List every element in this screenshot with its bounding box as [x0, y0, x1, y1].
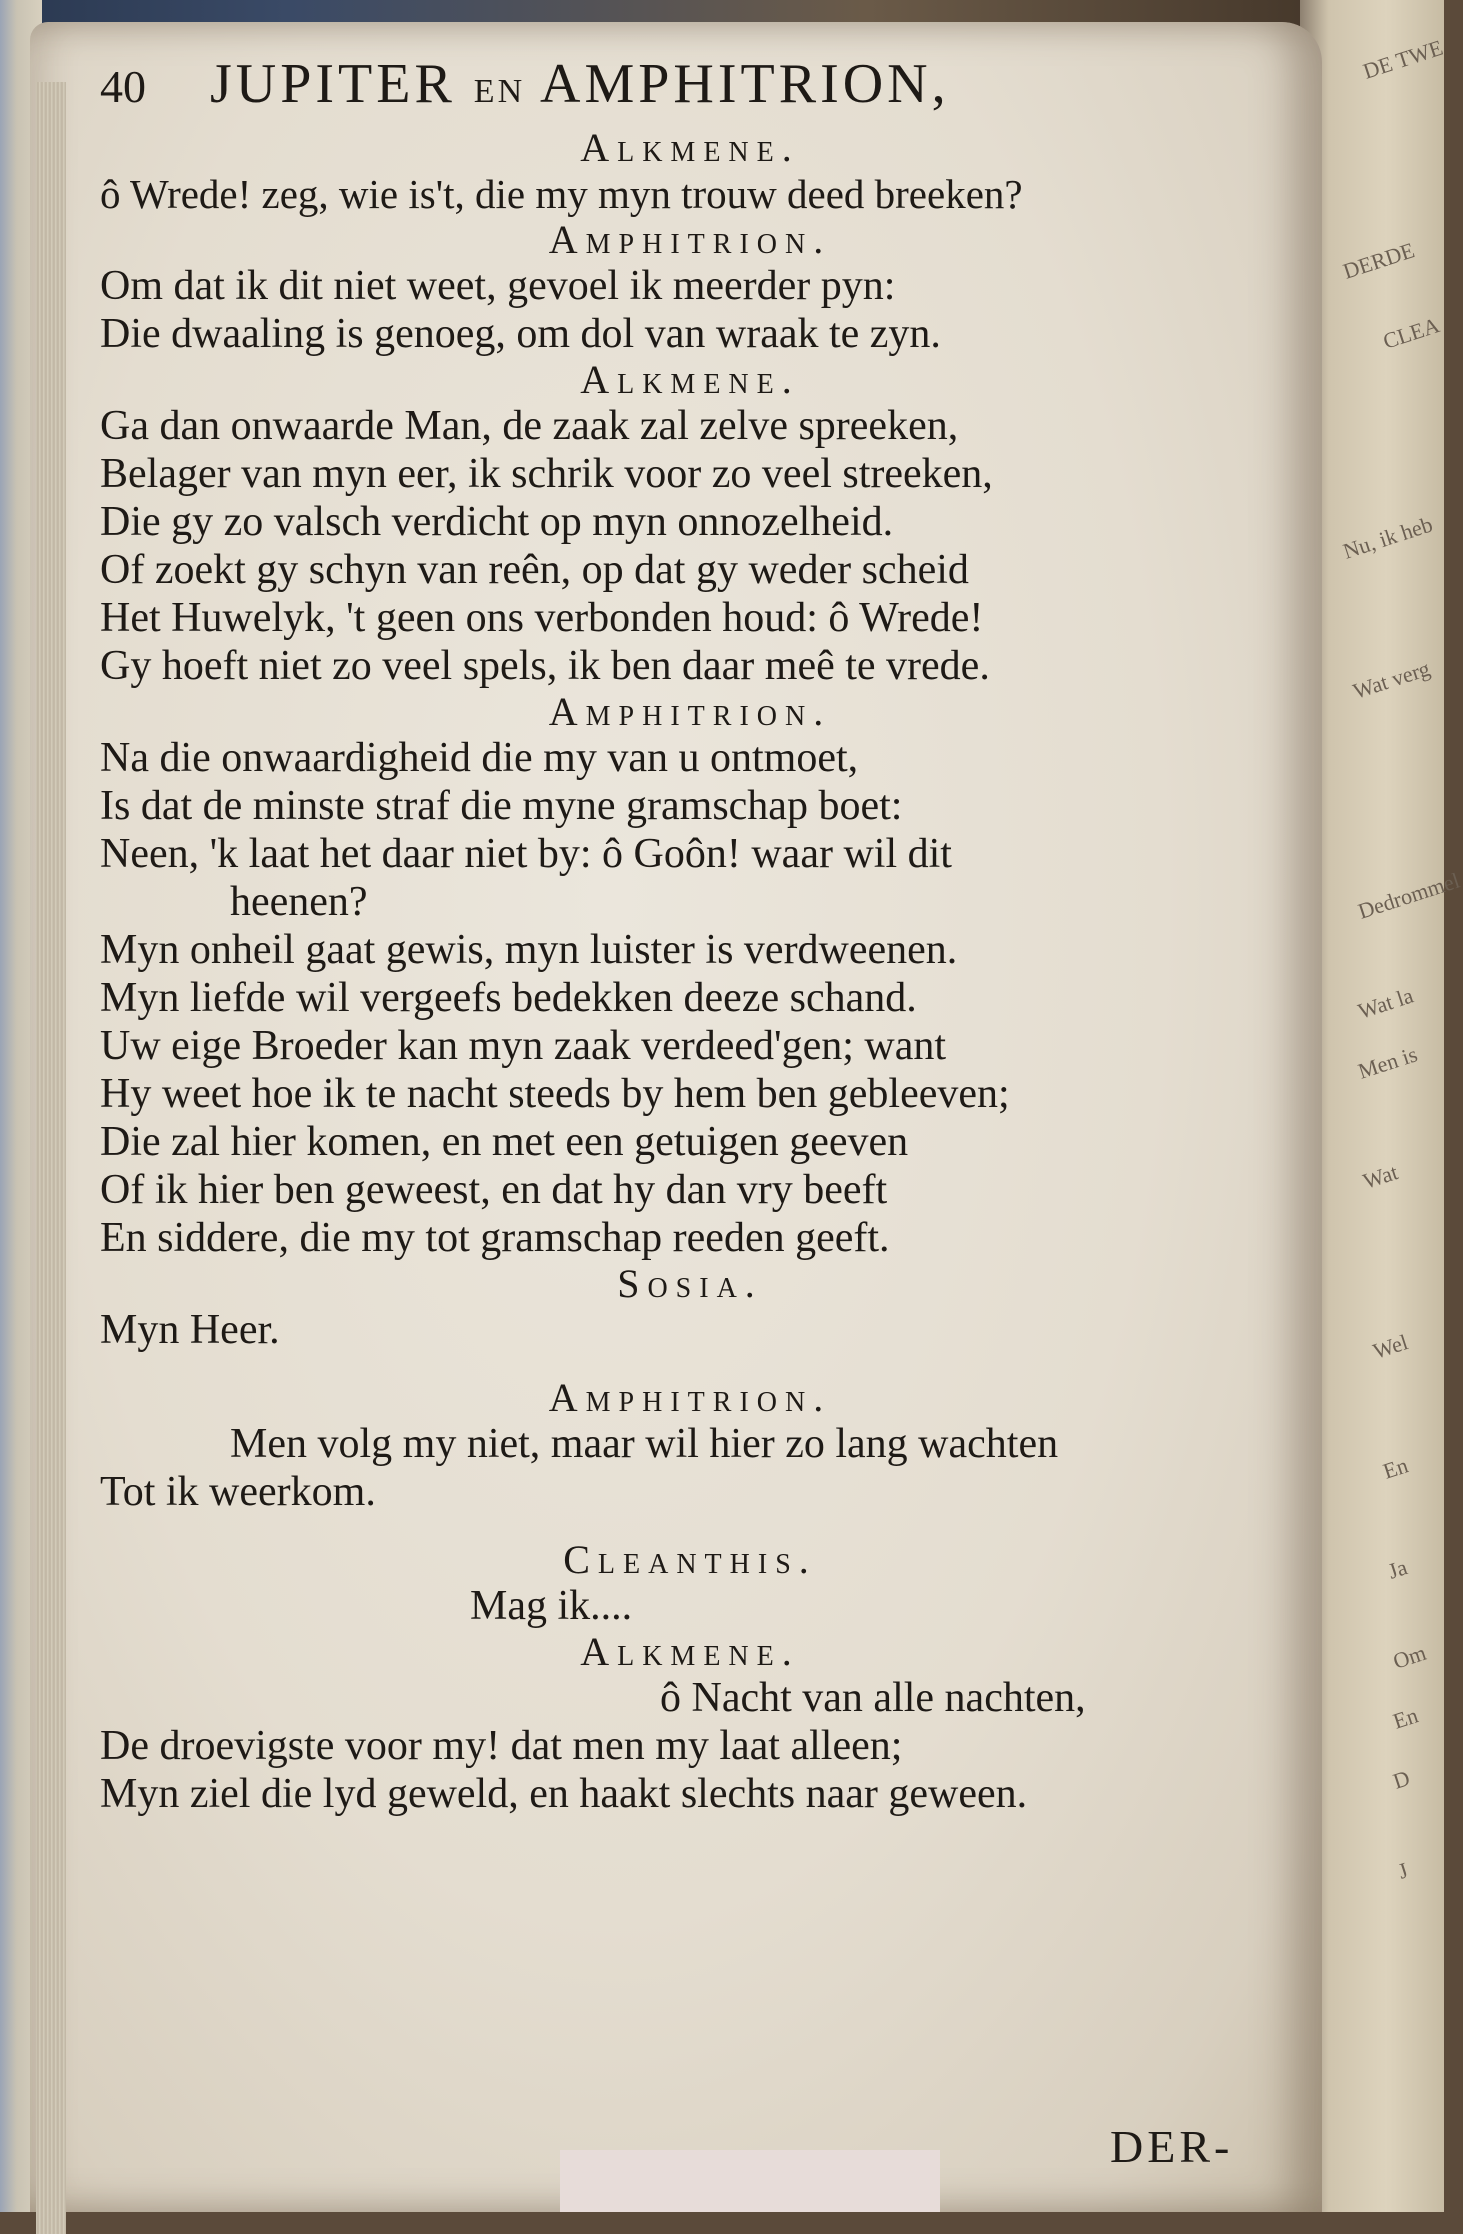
facing-page-fragment: En	[1390, 1702, 1421, 1734]
facing-page-fragment: Wat la	[1355, 982, 1417, 1024]
library-label-strip	[560, 2150, 940, 2212]
running-title	[210, 52, 950, 116]
verse-line: Men volg my niet, maar wil hier zo lang wachten	[230, 1421, 1059, 1467]
facing-page-fragment: Wat verg	[1350, 655, 1433, 704]
verse-line: Die dwaaling is genoeg, om dol van wraak te zyn.	[100, 311, 941, 357]
facing-page-fragment: Wat	[1360, 1159, 1401, 1194]
verse-line: ô Nacht van alle nachten,	[660, 1675, 1086, 1721]
page-number: 40	[100, 61, 146, 112]
verse-line: Myn Heer.	[100, 1307, 280, 1353]
title-part-2: AMPHITRION,	[540, 53, 950, 115]
verse-line: Mag ik....	[470, 1583, 633, 1629]
verse-line: Is dat de minste straf die myne gramschap boet:	[100, 783, 903, 829]
speaker-heading: Cleanthis.	[563, 1537, 817, 1582]
facing-page-fragment: DERDE	[1340, 237, 1418, 284]
verse-line: Gy hoeft niet zo veel spels, ik ben daar meê te vrede.	[100, 643, 990, 689]
title-conjunction: EN	[473, 73, 526, 110]
speaker-heading: Amphitrion.	[548, 689, 832, 734]
verse-line: Myn liefde wil vergeefs bedekken deeze schand.	[100, 975, 917, 1021]
facing-page-fragment: En	[1380, 1452, 1411, 1484]
verse-line: Het Huwelyk, 't geen ons verbonden houd: ô Wrede!	[100, 595, 984, 641]
facing-page-fragment: CLEA	[1380, 312, 1443, 354]
facing-page-fragment: J	[1395, 1857, 1411, 1884]
facing-page-fragment: DE TWE	[1360, 34, 1446, 84]
verse-line: Die zal hier komen, en met een getuigen geeven	[100, 1119, 909, 1165]
speaker-heading: Alkmene.	[580, 125, 800, 170]
title-part-1: JUPITER	[210, 53, 456, 115]
verse-line: Myn onheil gaat gewis, myn luister is verdweenen.	[100, 927, 958, 973]
speaker-heading: Alkmene.	[580, 1629, 800, 1674]
facing-page-fragment: Ja	[1385, 1554, 1411, 1584]
verse-line: Neen, 'k laat het daar niet by: ô Goôn! waar wil dit	[100, 831, 952, 877]
verse-line-continuation: heenen?	[230, 879, 368, 925]
speaker-heading: Alkmene.	[580, 357, 800, 402]
verse-line: Hy weet hoe ik te nacht steeds by hem ben gebleeven;	[100, 1071, 1010, 1117]
verse-line: Myn ziel die lyd geweld, en haakt slechts naar geween.	[100, 1771, 1028, 1817]
verse-line: Om dat ik dit niet weet, gevoel ik meerder pyn:	[100, 263, 896, 309]
verse-line: Of zoekt gy schyn van reên, op dat gy weder scheid	[100, 547, 969, 593]
verse-line: Of ik hier ben geweest, en dat hy dan vry beeft	[100, 1167, 888, 1213]
page-text	[100, 42, 1280, 1818]
verse-line: ô Wrede! zeg, wie is't, die my myn trouw deed breeken?	[100, 171, 1023, 217]
facing-page-fragment: Dedrommel	[1355, 867, 1463, 924]
verse-line: De droevigste voor my! dat men my laat alleen;	[100, 1723, 903, 1769]
speaker-heading: Sosia.	[617, 1261, 763, 1306]
verse-line: En siddere, die my tot gramschap reeden geeft.	[100, 1215, 890, 1261]
verse-line: Uw eige Broeder kan myn zaak verdeed'gen; want	[100, 1023, 947, 1069]
facing-page-fragment: Men is	[1355, 1041, 1421, 1084]
verse-line: Die gy zo valsch verdicht op myn onnozelheid.	[100, 499, 894, 545]
speaker-heading: Amphitrion.	[548, 217, 832, 262]
facing-page-fragment: Nu, ik heb	[1340, 511, 1436, 564]
verse-line: Tot ik weerkom.	[100, 1469, 376, 1515]
verse-line: Na die onwaardigheid die my van u ontmoet,	[100, 735, 859, 781]
facing-page-fragment: Wel	[1370, 1329, 1411, 1364]
catchword: DER-	[1110, 2121, 1234, 2172]
facing-page-fragment: Om	[1390, 1639, 1430, 1674]
verse-line: Belager van myn eer, ik schrik voor zo veel streeken,	[100, 451, 993, 497]
speaker-heading: Amphitrion.	[548, 1375, 832, 1420]
page-stack-edge	[36, 82, 66, 2234]
verse-line: Ga dan onwaarde Man, de zaak zal zelve spreeken,	[100, 403, 959, 449]
facing-page-fragment: D	[1390, 1765, 1413, 1794]
running-header	[100, 42, 1280, 126]
